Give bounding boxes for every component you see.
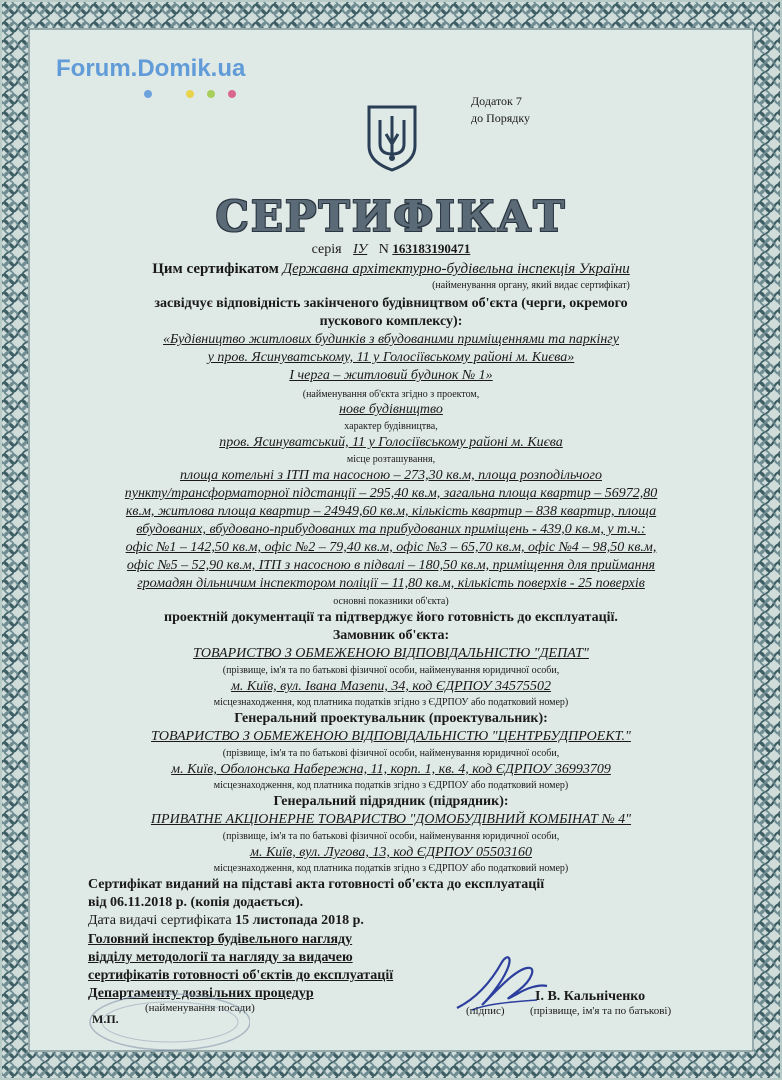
signature-caption: (підпис) [466,1005,505,1017]
series-label: серія [311,242,342,257]
location-caption: місце розташування, [346,454,436,465]
trident-emblem-icon [366,104,418,172]
contractor-name-caption: (прізвище, ім'я та по батькові фізичної особи, найменування юридичної особи, [222,831,560,842]
location-value: пров. Ясинуватський, 11 у Голосіївському районі м. Києва [219,435,563,450]
object-caption: (найменування об'єкта згідно з проектом, [302,389,480,400]
watermark-dots [143,89,243,99]
construction-caption: характер будівництва, [344,421,438,432]
certifies-line1: засвідчує відповідність закінченого будівництвом об'єкта (черги, окремого [154,296,628,311]
certifies-line2: пускового комплексу): [319,314,463,329]
customer-address-caption: місцезнаходження, код платника податків згідно з ЄДРПОУ або податковий номер) [213,697,569,708]
indicator-line3: кв.м, житлова площа квартир – 24949,60 кв.м, кількість квартир – 838 квартир, площа [125,504,657,519]
appendix-line2: до Порядку [471,111,531,125]
designer-address: м. Київ, Оболонська Набережна, 11, корп. 1, кв. 4, код ЄДРПОУ 36993709 [171,762,611,777]
contractor-address-caption: місцезнаходження, код платника податків згідно з ЄДРПОУ або податковий номер) [213,863,569,874]
position-caption: (найменування посади) [145,1002,255,1014]
construction-type: нове будівництво [339,402,443,417]
indicator-line4: вбудованих, вбудовано-прибудованих та прибудованих приміщень - 439,0 кв.м, у т.ч.: [136,522,646,537]
indicator-line7: громадян дільничим інспектором поліції – 11,80 кв.м, кількість поверхів - 25 поверхів [137,576,645,591]
certificate-title: СЕРТИФІКАТ [215,192,567,241]
issuer-line [60,261,722,278]
number-label: N [378,242,389,257]
position-line1: Головний інспектор будівельного нагляду [88,932,353,947]
contractor-name: ПРИВАТНЕ АКЦІОНЕРНЕ ТОВАРИСТВО "ДОМОБУДІВНИЙ КОМБІНАТ № 4" [150,812,632,827]
appendix-note [471,93,530,127]
designer-name-caption: (прізвище, ім'я та по батькові фізичної особи, найменування юридичної особи, [222,748,560,759]
issue-date-label: Дата видачі сертифіката [88,913,232,928]
position-line3: сертифікатів готовності об'єктів до експлуатації [88,968,394,983]
customer-address: м. Київ, вул. Івана Мазепи, 34, код ЄДРПОУ 34575502 [230,679,551,694]
position-line4: Департаменту дозвільних процедур [88,986,314,1001]
designer-address-caption: місцезнаходження, код платника податків згідно з ЄДРПОУ або податковий номер) [213,780,569,791]
basis-line1: Сертифікат виданий на підставі акта готовності об'єкта до експлуатації [88,877,545,892]
issue-date-line [88,913,364,929]
seal-mark: М.П. [92,1012,119,1026]
position-line2: відділу методології та нагляду за видачею [88,950,353,965]
object-line3: I черга – житловий будинок № 1» [289,368,493,383]
indicator-line6: офіс №5 – 52,90 кв.м, ІТП з насосною в підвалі – 180,50 кв.м, приміщення для приймання [126,558,656,573]
certificate-number: 163183190471 [392,241,471,256]
indicator-line5: офіс №1 – 142,50 кв.м, офіс №2 – 79,40 кв.м, офіс №3 – 65,70 кв.м, офіс №4 – 98,50 кв.м, [125,540,657,555]
contractor-address: м. Київ, вул. Лугова, 13, код ЄДРПОУ 05503160 [250,845,532,860]
watermark-logo: Forum.Domik.ua [56,55,246,82]
indicator-line1: площа котельні з ІТП та насосною – 273,30 кв.м, площа розподільчого [179,468,603,483]
basis-line2: від 06.11.2018 р. (копія додається). [88,895,304,910]
issuer-caption: (найменування органу, який видає сертифікат) [432,280,630,291]
issuer-name: Державна архітектурно-будівельна інспекція України [282,261,630,277]
appendix-line1: Додаток 7 [471,94,522,108]
customer-name: ТОВАРИСТВО З ОБМЕЖЕНОЮ ВІДПОВІДАЛЬНІСТЮ "ДЕПАТ" [193,646,589,661]
object-line1: «Будівництво житлових будинків з вбудованими приміщеннями та паркінгу [163,332,619,347]
designer-heading: Генеральний проектувальник (проектувальник): [234,711,548,726]
customer-heading: Замовник об'єкта: [332,628,450,643]
signer-caption: (прізвище, ім'я та по батькові) [530,1005,672,1017]
indicators-caption: основні показники об'єкта) [333,596,449,607]
issue-date-value: 15 листопада 2018 р. [235,913,364,928]
project-docs-line: проектній документації та підтверджує його готовність до експлуатації. [164,610,618,625]
indicator-line2: пункту/трансформаторної підстанції – 295,40 кв.м, загальна площа квартир – 56972,80 [124,486,658,501]
contractor-heading: Генеральний підрядник (підрядник): [273,794,509,809]
customer-name-caption: (прізвище, ім'я та по батькові фізичної особи, найменування юридичної особи, [222,665,560,676]
designer-name: ТОВАРИСТВО З ОБМЕЖЕНОЮ ВІДПОВІДАЛЬНІСТЮ "ЦЕНТРБУДПРОЕКТ." [151,729,631,744]
series-line [60,241,722,258]
signer-name: І. В. Кальніченко [535,989,646,1004]
issuer-lead: Цим сертифікатом [152,261,279,277]
series-value: ІУ [353,242,368,257]
object-line2: у пров. Ясинуватському, 11 у Голосіївському районі м. Києва» [207,350,575,365]
